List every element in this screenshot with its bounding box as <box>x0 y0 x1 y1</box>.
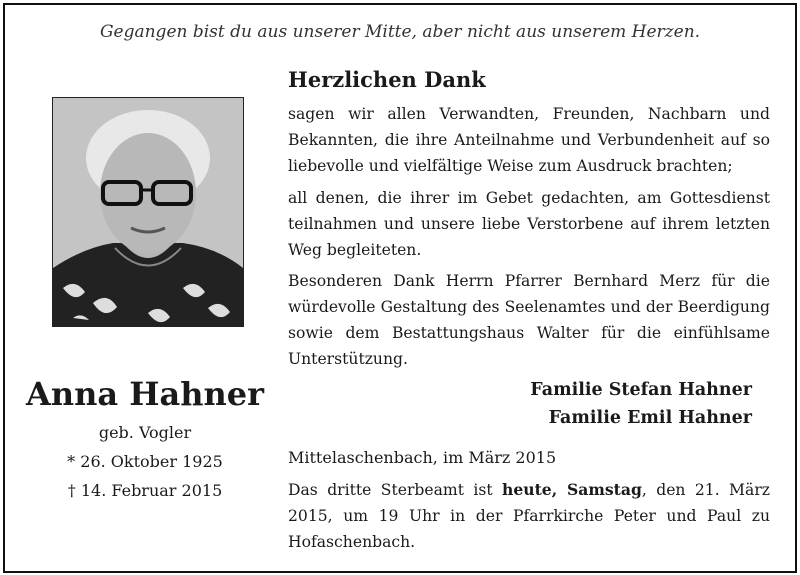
maiden-name: geb. Vogler <box>98 423 192 442</box>
mass-announcement <box>288 477 770 555</box>
thanks-paragraph-1: sagen wir allen Verwandten, Freunden, Nachbarn und Bekannten, die ihre Anteilnahme und Verbundenheit auf so liebevolle und vielfältige Weise zum Ausdruck brachten; <box>288 105 770 175</box>
thanks-heading: Herzlichen Dank <box>288 67 486 92</box>
signature-emil: Familie Emil Hahner <box>548 408 752 428</box>
thanks-paragraph-3: Besonderen Dank Herrn Pfarrer Bernhard Merz für die würdevolle Gestaltung des Seelenamtes und der Beerdigung sowie dem Bestattungshaus Walter für die einfühlsame Unterstützung. <box>288 272 770 368</box>
mass-text-after: , den 21. März 2015, um 19 Uhr in der Pfarrkirche Peter und Paul zu Hofaschenbach. <box>288 481 770 551</box>
mass-text-before: Das dritte Sterbeamt ist <box>288 481 502 499</box>
portrait-illustration <box>53 98 243 326</box>
portrait-photo <box>52 97 244 327</box>
signature-stefan: Familie Stefan Hahner <box>530 380 752 400</box>
motto: Gegangen bist du aus unserer Mitte, aber nicht aus unserem Herzen. <box>99 22 701 42</box>
death-date: † 14. Februar 2015 <box>67 481 223 500</box>
deceased-name: Anna Hahner <box>26 375 264 413</box>
birth-date: * 26. Oktober 1925 <box>67 452 223 471</box>
thanks-paragraph-2: all denen, die ihrer im Gebet gedachten, am Gottesdienst teilnahmen und unsere liebe Verstorbene auf ihrem letzten Weg begleiteten. <box>288 189 770 259</box>
mass-text-bold: heute, Samstag <box>502 480 642 499</box>
place-date: Mittelaschenbach, im März 2015 <box>288 448 557 467</box>
